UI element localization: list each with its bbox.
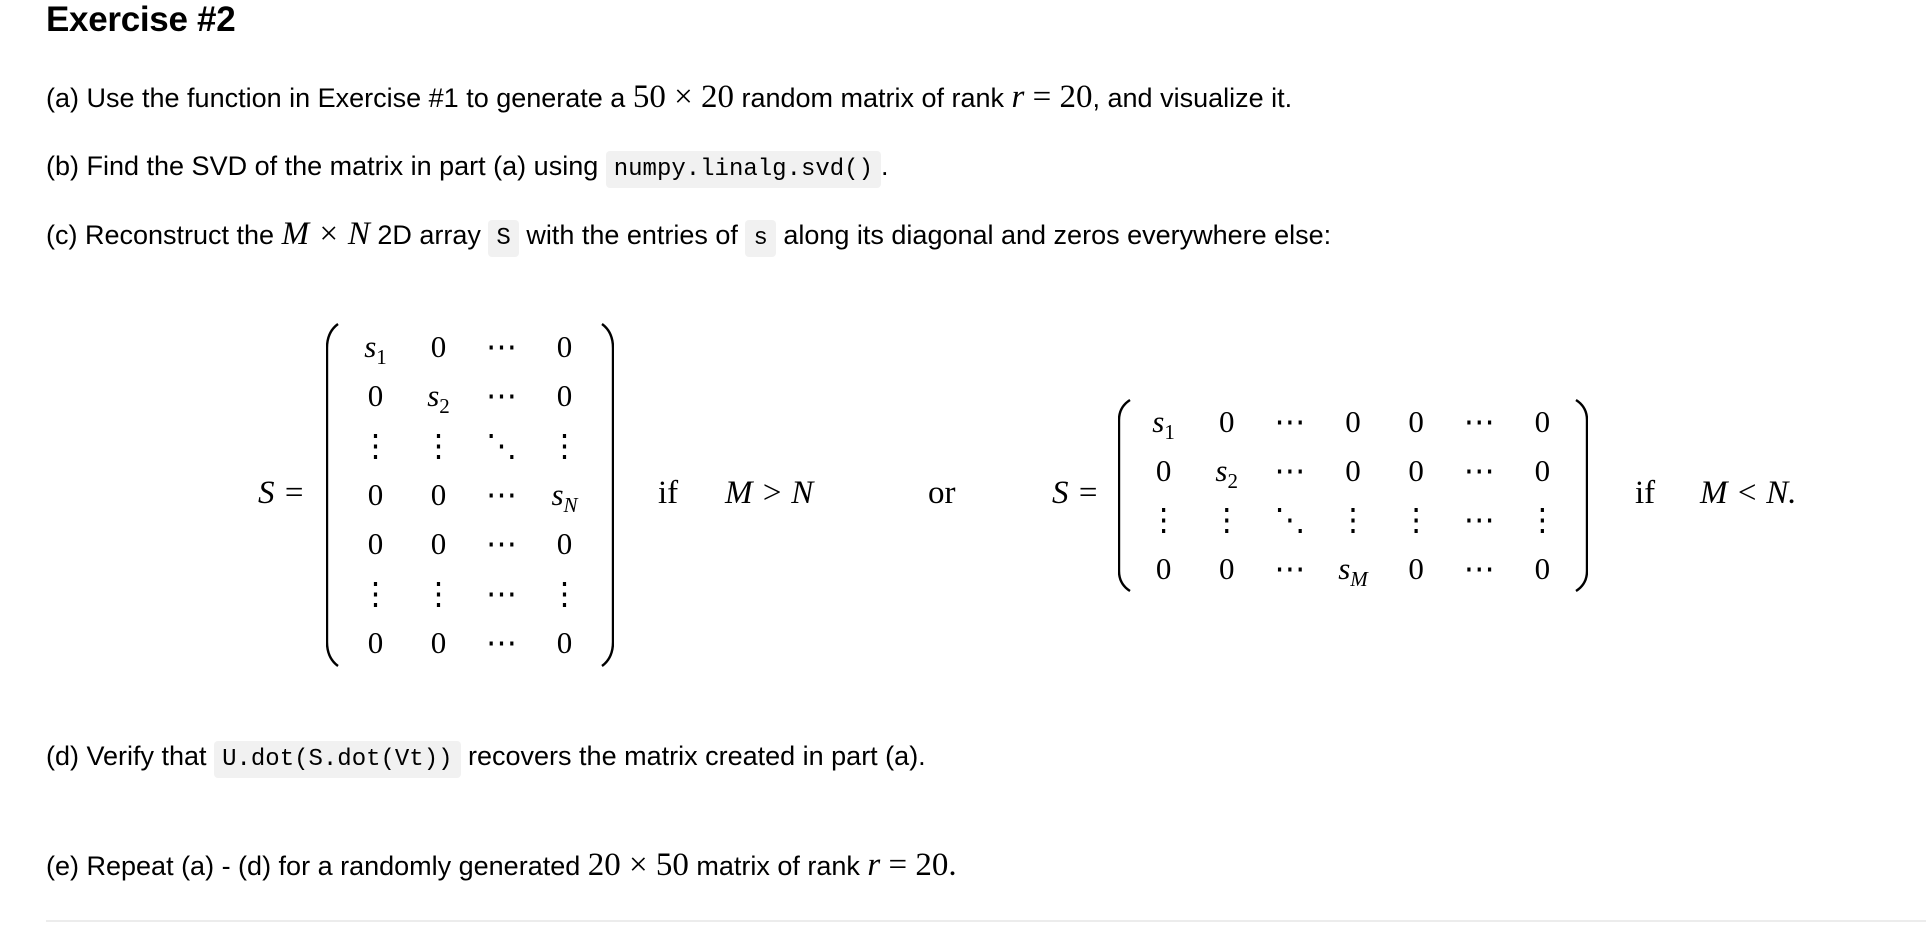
part-a-r: r bbox=[1011, 79, 1025, 115]
matrix1-row bbox=[344, 569, 596, 618]
matrix1-cell: 0 bbox=[556, 328, 573, 364]
matrix2-cell: ⋯ bbox=[1274, 453, 1306, 489]
cond1-if: if bbox=[658, 475, 679, 511]
matrix2-cell: ⋮ bbox=[1148, 501, 1180, 537]
matrix1-cell: 0 bbox=[430, 476, 447, 512]
matrix1-cell: 0 bbox=[556, 526, 573, 562]
part-c-mid1: 2D array bbox=[369, 220, 489, 250]
part-e-dims: 20 × 50 bbox=[587, 847, 689, 883]
matrix1-row bbox=[344, 619, 596, 668]
part-c bbox=[46, 214, 1331, 259]
matrix1-row bbox=[344, 421, 596, 470]
matrix1-cell: ⋮ bbox=[423, 427, 454, 463]
or-text: or bbox=[928, 475, 956, 511]
part-d-prefix: (d) Verify that bbox=[46, 741, 215, 771]
part-b bbox=[46, 146, 889, 190]
part-a-suffix: , and visualize it. bbox=[1092, 83, 1293, 113]
cond2: M < N. bbox=[1700, 475, 1797, 511]
part-c-mn: M × N bbox=[281, 216, 370, 252]
matrix1-cell: $s_1$ bbox=[364, 328, 387, 369]
matrix1-cell: 0 bbox=[430, 526, 447, 562]
matrix2-cell: ⋮ bbox=[1211, 501, 1243, 537]
matrix2-cell: ⋯ bbox=[1463, 404, 1495, 440]
matrix1-cell: $s_N$ bbox=[551, 476, 578, 517]
matrix1-cell: ⋯ bbox=[486, 526, 517, 562]
matrix-m-lt-n bbox=[1118, 398, 1588, 593]
matrix1-row bbox=[344, 371, 596, 420]
matrix1-cell: 0 bbox=[367, 476, 384, 512]
matrix1-cell: 0 bbox=[367, 625, 384, 661]
matrix2-cell: ⋯ bbox=[1463, 550, 1495, 586]
part-c-prefix: (c) Reconstruct the bbox=[46, 220, 282, 250]
left-paren bbox=[326, 322, 340, 668]
matrix1-cell: ⋱ bbox=[486, 427, 517, 463]
page-title: Exercise #2 bbox=[46, 0, 236, 39]
matrix1-cell: ⋮ bbox=[549, 427, 580, 463]
matrix1-row bbox=[344, 322, 596, 371]
equation-lhs-1: S = bbox=[258, 475, 306, 511]
matrix-m-gt-n bbox=[326, 322, 614, 668]
matrix1-cell: ⋮ bbox=[549, 575, 580, 611]
matrix2-cell: ⋮ bbox=[1337, 501, 1369, 537]
part-e-r: r bbox=[867, 847, 881, 883]
matrix1-cell: 0 bbox=[556, 378, 573, 414]
part-e bbox=[46, 845, 957, 886]
part-e-mid: matrix of rank bbox=[688, 851, 868, 881]
matrix1-cell: ⋯ bbox=[486, 575, 517, 611]
matrix2-row bbox=[1132, 496, 1574, 545]
matrix2-cell: ⋮ bbox=[1526, 501, 1558, 537]
part-d-suffix: recovers the matrix created in part (a). bbox=[460, 741, 926, 771]
part-e-eq: = 20. bbox=[880, 847, 957, 883]
matrix1-cell: 0 bbox=[430, 328, 447, 364]
matrix-m-gt-n-table bbox=[344, 322, 596, 668]
matrix1-cell: 0 bbox=[430, 625, 447, 661]
matrix1-cell: $s_2$ bbox=[427, 378, 450, 419]
matrix1-row bbox=[344, 520, 596, 569]
part-c-suffix: along its diagonal and zeros everywhere else: bbox=[775, 220, 1332, 250]
left-paren bbox=[1118, 398, 1132, 593]
matrix2-cell: 0 bbox=[1155, 453, 1172, 489]
part-e-prefix: (e) Repeat (a) - (d) for a randomly generated bbox=[46, 851, 588, 881]
matrix2-cell: 0 bbox=[1534, 404, 1551, 440]
matrix2-cell: ⋱ bbox=[1274, 501, 1306, 537]
part-a-dims: 50 × 20 bbox=[632, 79, 734, 115]
matrix-m-lt-n-table bbox=[1132, 398, 1574, 593]
bottom-divider bbox=[46, 920, 1926, 922]
matrix2-row bbox=[1132, 447, 1574, 496]
right-paren bbox=[600, 322, 614, 668]
matrix2-cell: ⋮ bbox=[1400, 501, 1432, 537]
matrix2-cell: 0 bbox=[1534, 550, 1551, 586]
matrix1-cell: ⋯ bbox=[486, 476, 517, 512]
matrix2-row bbox=[1132, 544, 1574, 593]
part-c-mid2: with the entries of bbox=[518, 220, 746, 250]
matrix2-cell: ⋯ bbox=[1463, 453, 1495, 489]
matrix2-cell: 0 bbox=[1408, 453, 1424, 489]
matrix1-cell: ⋮ bbox=[360, 575, 391, 611]
matrix2-row bbox=[1132, 398, 1574, 447]
part-a bbox=[46, 77, 1292, 118]
matrix1-row bbox=[344, 470, 596, 519]
matrix2-cell: 0 bbox=[1345, 453, 1361, 489]
part-a-eq: = 20 bbox=[1024, 79, 1093, 115]
part-d-code: U.dot(S.dot(Vt)) bbox=[214, 741, 460, 778]
part-a-mid: random matrix of rank bbox=[733, 83, 1012, 113]
part-c-code1: S bbox=[488, 220, 518, 257]
matrix2-cell: $s_M$ bbox=[1338, 550, 1368, 591]
matrix2-cell: 0 bbox=[1408, 404, 1424, 440]
part-b-prefix: (b) Find the SVD of the matrix in part (a) using bbox=[46, 151, 606, 181]
matrix1-cell: ⋯ bbox=[486, 328, 517, 364]
matrix2-cell: 0 bbox=[1534, 453, 1551, 489]
part-c-code2: s bbox=[745, 220, 775, 257]
matrix1-cell: ⋮ bbox=[423, 575, 454, 611]
matrix2-cell: 0 bbox=[1345, 404, 1361, 440]
matrix2-cell: 0 bbox=[1408, 550, 1424, 586]
cond2-if: if bbox=[1635, 475, 1656, 511]
equation-lhs-2: S = bbox=[1052, 475, 1100, 511]
part-a-prefix: (a) Use the function in Exercise #1 to generate a bbox=[46, 83, 633, 113]
part-d bbox=[46, 736, 926, 780]
matrix1-cell: 0 bbox=[367, 526, 384, 562]
matrix1-cell: ⋯ bbox=[486, 625, 517, 661]
matrix1-cell: ⋮ bbox=[360, 427, 391, 463]
matrix2-cell: 0 bbox=[1218, 404, 1235, 440]
matrix1-cell: 0 bbox=[367, 378, 384, 414]
matrix2-cell: 0 bbox=[1218, 550, 1235, 586]
right-paren bbox=[1574, 398, 1588, 593]
matrix2-cell: ⋯ bbox=[1463, 501, 1495, 537]
matrix2-cell: 0 bbox=[1155, 550, 1172, 586]
matrix2-cell: $s_1$ bbox=[1152, 404, 1175, 445]
matrix1-cell: ⋯ bbox=[486, 378, 517, 414]
cond1: M > N bbox=[725, 475, 814, 511]
matrix2-cell: $s_2$ bbox=[1215, 453, 1238, 494]
part-b-code: numpy.linalg.svd() bbox=[606, 151, 881, 188]
part-b-suffix: . bbox=[880, 151, 889, 181]
matrix1-cell: 0 bbox=[556, 625, 573, 661]
matrix2-cell: ⋯ bbox=[1274, 550, 1306, 586]
matrix2-cell: ⋯ bbox=[1274, 404, 1306, 440]
